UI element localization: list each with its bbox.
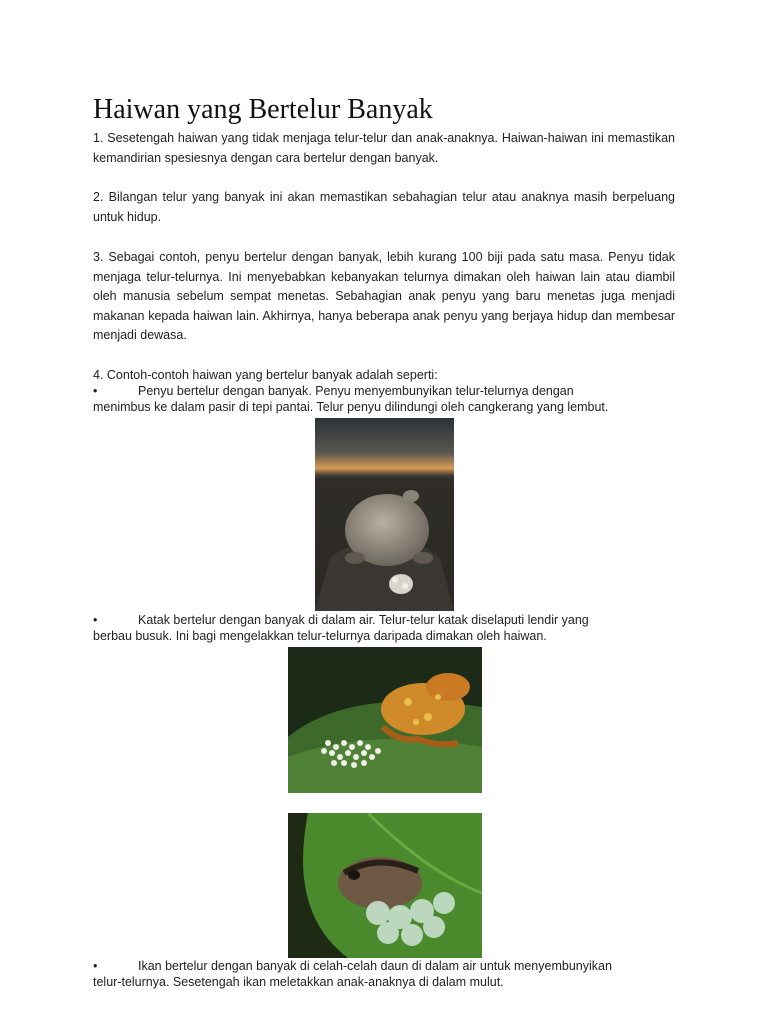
bullet-icon: • bbox=[93, 959, 98, 973]
list-item-text-line1: Ikan bertelur dengan banyak di celah-celah daun di dalam air untuk menyembunyikan bbox=[138, 959, 612, 973]
paragraph-3: 3. Sebagai contoh, penyu bertelur dengan banyak, lebih kurang 100 biji pada satu masa. Penyu tidak menjaga telur-telurnya. Ini menyebabkan kebanyakan telurnya dimakan oleh haiwan lain atau diambil oleh manusia sebelum sempat menetas. Sebahagian anak penyu yang baru menetas juga menjadi makanan kepada haiwan lain. Akhirnya, hanya beberapa anak penyu yang berjaya hidup dan membesar menjadi dewasa. bbox=[93, 250, 675, 343]
list-item-fish bbox=[93, 958, 693, 974]
page-title: Haiwan yang Bertelur Banyak bbox=[93, 94, 433, 125]
list-item-text-line1: Penyu bertelur dengan banyak. Penyu menyembunyikan telur-telurnya dengan bbox=[138, 384, 574, 398]
list-item-text-line2: telur-telurnya. Sesetengah ikan meletakkan anak-anaknya di dalam mulut. bbox=[93, 975, 504, 989]
frog-eggs-photo bbox=[288, 647, 482, 793]
list-item-turtle bbox=[93, 383, 693, 399]
paragraph-1: 1. Sesetengah haiwan yang tidak menjaga telur-telur dan anak-anaknya. Haiwan-haiwan ini memastikan kemandirian spesiesnya dengan cara bertelur dengan banyak. bbox=[93, 131, 675, 165]
list-item-text-line2: berbau busuk. Ini bagi mengelakkan telur-telurnya daripada dimakan oleh haiwan. bbox=[93, 629, 547, 643]
bullet-icon: • bbox=[93, 384, 98, 398]
turtle-photo bbox=[315, 418, 454, 611]
frog-leaf-photo bbox=[288, 813, 482, 958]
list-item-text-line2: menimbus ke dalam pasir di tepi pantai. Telur penyu dilindungi oleh cangkerang yang lembut. bbox=[93, 400, 609, 414]
paragraph-4: 4. Contoh-contoh haiwan yang bertelur banyak adalah seperti: bbox=[93, 368, 438, 382]
list-item-frog bbox=[93, 612, 693, 628]
paragraph-2: 2. Bilangan telur yang banyak ini akan memastikan sebahagian telur atau anaknya masih berpeluang untuk hidup. bbox=[93, 190, 675, 224]
bullet-icon: • bbox=[93, 613, 98, 627]
list-item-text-line1: Katak bertelur dengan banyak di dalam air. Telur-telur katak diselaputi lendir yang bbox=[138, 613, 589, 627]
